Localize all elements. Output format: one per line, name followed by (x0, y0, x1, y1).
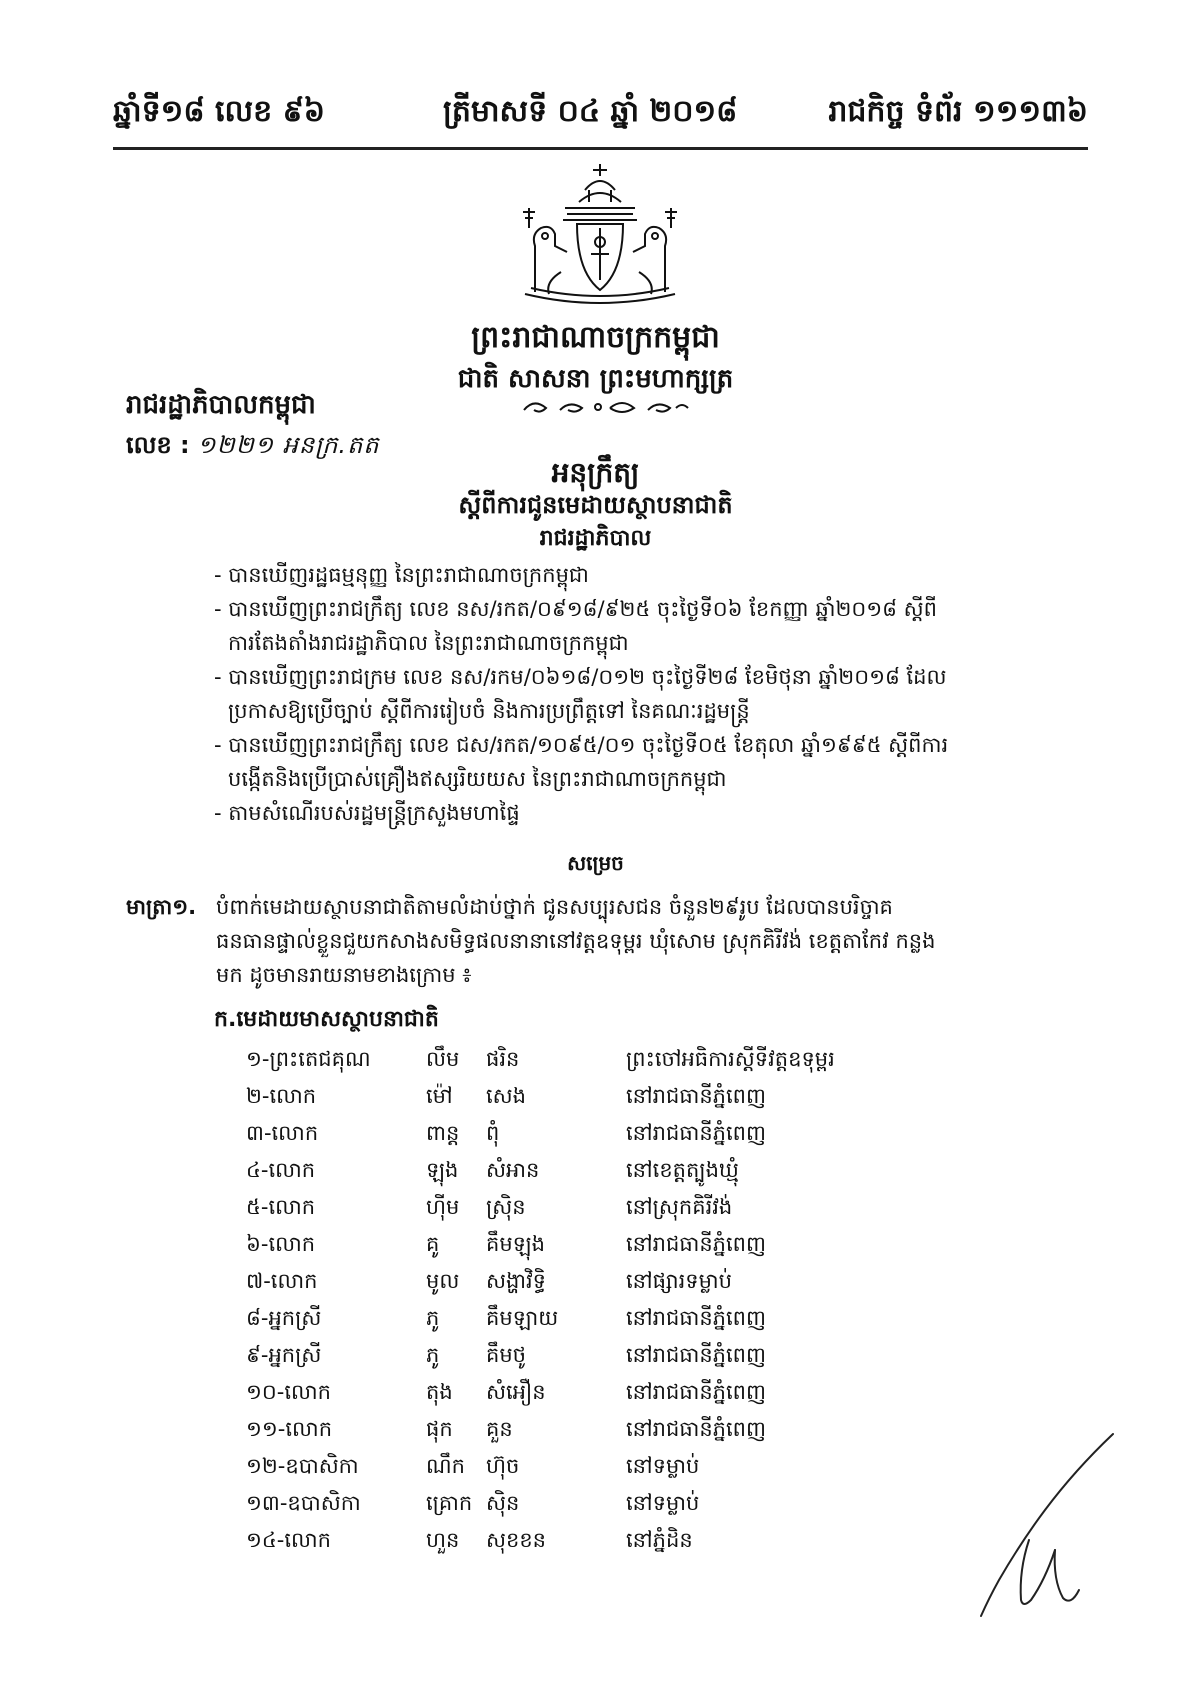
recipient-title: ៨-អ្នកស្រី (246, 1306, 322, 1330)
recipient-given-name: សង្ហាវិទ្ធិ (486, 1269, 546, 1293)
document-number-value: ១២២១ អនក្រ.តត (197, 431, 380, 459)
recipients-list (246, 1042, 866, 1560)
recipient-place: នៅទម្លាប់ (626, 1491, 700, 1515)
recipient-given-name: គឹមថូ (486, 1343, 526, 1367)
recipient-family-name: ភូ (426, 1343, 440, 1367)
recipient-row (246, 1079, 866, 1116)
reference-item: - បានឃើញព្រះរាជក្រឹត្យ លេខ ជស/រកត/១០៩៥/០១ ចុះថ្ងៃទី០៥ ខែតុលា ឆ្នាំ១៩៩៥ ស្តីពីការ (214, 733, 949, 757)
reference-item-continued: ការតែងតាំងរាជរដ្ឋាភិបាល នៃព្រះរាជាណាចក្រកម្ពុជា (228, 631, 629, 655)
references-list (214, 558, 1084, 830)
recipient-place: នៅរាជធានីភ្នំពេញ (626, 1084, 766, 1108)
recipient-family-name: ភូ (426, 1306, 440, 1330)
document-subject: ស្តីពីការជូនមេដាយស្ថាបនាជាតិ (458, 491, 733, 519)
recipient-row (246, 1301, 866, 1338)
recipient-family-name: ពាន្ត (426, 1121, 460, 1145)
recipient-title: ១-ព្រះតេជគុណ (246, 1047, 371, 1071)
recipient-place: នៅផ្សារទម្លាប់ (626, 1269, 732, 1293)
recipient-given-name: គឹមឡាយ (486, 1306, 559, 1330)
recipient-given-name: ផរិន (486, 1047, 520, 1071)
page-header (113, 92, 1088, 152)
document-title: អនុក្រឹត្យ (551, 456, 640, 489)
reference-item-continued: បង្កើតនិងប្រើប្រាស់គ្រឿងឥស្សរិយយស នៃព្រះរាជាណាចក្រកម្ពុជា (228, 767, 727, 791)
recipient-given-name: ពុំ (486, 1121, 500, 1145)
recipient-title: ១១-លោក (246, 1417, 333, 1441)
recipient-family-name: ឡុង (426, 1158, 459, 1182)
recipient-given-name: ស៊ិន (486, 1491, 520, 1515)
recipient-given-name: ហ៊ុច (486, 1454, 520, 1478)
kingdom-title: ព្រះរាជាណាចក្រកម្ពុជា (471, 320, 720, 355)
royal-emblem-icon (505, 162, 695, 312)
recipient-title: ២-លោក (246, 1084, 317, 1108)
recipient-row (246, 1264, 866, 1301)
recipient-row (246, 1412, 866, 1449)
header-rule (113, 147, 1088, 150)
decorative-ornament-icon (520, 396, 690, 418)
section-heading-gold-medal: ក.មេដាយមាសស្ថាបនាជាតិ (214, 1007, 439, 1032)
recipient-family-name: គូ (426, 1232, 440, 1256)
recipient-place: នៅរាជធានីភ្នំពេញ (626, 1232, 766, 1256)
reference-item: - បានឃើញរដ្ឋធម្មនុញ្ញ នៃព្រះរាជាណាចក្រកម្ពុជា (214, 563, 589, 587)
reference-item: - បានឃើញព្រះរាជក្រម លេខ នស/រកម/០៦១៨/០១២ ចុះថ្ងៃទី២៨ ខែមិថុនា ឆ្នាំ២០១៨ ដែល (214, 665, 947, 689)
national-motto: ជាតិ សាសនា ព្រះមហាក្សត្រ (457, 364, 734, 394)
article-label: មាត្រា១. (126, 895, 197, 919)
reference-item-continued: ប្រកាសឱ្យប្រើច្បាប់ ស្តីពីការរៀបចំ និងការប្រព្រឹត្តទៅ នៃគណៈរដ្ឋមន្ត្រី (228, 699, 750, 723)
recipient-given-name: សុខខន (486, 1528, 546, 1552)
document-issuer: រាជរដ្ឋាភិបាល (539, 526, 652, 551)
header-date: ត្រីមាសទី ០៤ ឆ្នាំ ២០១៨ (443, 94, 738, 129)
recipient-title: ៧-លោក (246, 1269, 318, 1293)
header-year-issue: ឆ្នាំទី១៨ លេខ ៩៦ (113, 94, 326, 129)
recipient-place: ព្រះចៅអធិការស្តីទីវត្តឧទុម្ពរ (626, 1047, 835, 1071)
decision-heading: សម្រេច (567, 851, 624, 875)
recipient-row (246, 1153, 866, 1190)
handwritten-signature (975, 1430, 1115, 1620)
recipient-family-name: ហួន (426, 1528, 460, 1552)
recipient-family-name: ម៉ៅ (426, 1084, 453, 1108)
recipient-given-name: គួន (486, 1417, 513, 1441)
recipient-family-name: គ្រោក (426, 1491, 473, 1515)
recipient-place: នៅរាជធានីភ្នំពេញ (626, 1380, 766, 1404)
article-body (216, 890, 1088, 992)
header-gazette-page: រាជកិច្ច ទំព័រ ១១១៣៦ (828, 94, 1088, 129)
recipient-place: នៅភ្នំដិន (626, 1528, 693, 1552)
recipient-given-name: គឹមឡុង (486, 1232, 545, 1256)
recipient-row (246, 1227, 866, 1264)
recipient-title: ៥-លោក (246, 1195, 316, 1219)
recipient-title: ១២-ឧបាសិកា (246, 1454, 359, 1478)
recipient-place: នៅខេត្តត្បូងឃ្មុំ (626, 1158, 739, 1182)
recipient-title: ៦-លោក (246, 1232, 316, 1256)
recipient-family-name: តុង (426, 1380, 453, 1404)
recipient-row (246, 1338, 866, 1375)
recipient-title: ១០-លោក (246, 1380, 331, 1404)
recipient-row (246, 1486, 866, 1523)
recipient-given-name: សេង (486, 1084, 526, 1108)
recipient-place: នៅរាជធានីភ្នំពេញ (626, 1417, 766, 1441)
article-line: មក ដូចមានរាយនាមខាងក្រោម ៖ (216, 963, 472, 987)
recipient-place: នៅរាជធានីភ្នំពេញ (626, 1306, 766, 1330)
recipient-row (246, 1449, 866, 1486)
recipient-title: ៤-លោក (246, 1158, 316, 1182)
recipient-given-name: ស្រ៊ិន (486, 1195, 526, 1219)
recipient-family-name: ហ៊ីម (426, 1195, 460, 1219)
recipient-title: ១៤-លោក (246, 1528, 331, 1552)
article-line: ធនធានផ្ទាល់ខ្លួនជួយកសាងសមិទ្ធផលនានានៅវត្តឧទុម្ពរ ឃុំសោម ស្រុកគិរីវង់ ខេត្តតាកែវ កន្លង (216, 929, 936, 953)
recipient-place: នៅរាជធានីភ្នំពេញ (626, 1343, 766, 1367)
recipient-family-name: មូល (426, 1269, 460, 1293)
recipient-family-name: ផុក (426, 1417, 453, 1441)
recipient-place: នៅទម្លាប់ (626, 1454, 700, 1478)
recipient-given-name: សំអាន (486, 1158, 540, 1182)
reference-item: - បានឃើញព្រះរាជក្រឹត្យ លេខ នស/រកត/០៩១៨/៩២៥ ចុះថ្ងៃទី០៦ ខែកញ្ញា ឆ្នាំ២០១៨ ស្តីពី (214, 597, 937, 621)
recipient-row (246, 1523, 866, 1560)
recipient-given-name: សំអឿន (486, 1380, 546, 1404)
recipient-title: ៩-អ្នកស្រី (246, 1343, 322, 1367)
reference-item: - តាមសំណើរបស់រដ្ឋមន្ត្រីក្រសួងមហាផ្ទៃ (214, 801, 520, 825)
issuing-government: រាជរដ្ឋាភិបាលកម្ពុជា (126, 390, 316, 420)
recipient-family-name: លឹម (426, 1047, 460, 1071)
document-number-label: លេខ : (126, 431, 190, 459)
article-line: បំពាក់មេដាយស្ថាបនាជាតិតាមលំដាប់ថ្នាក់ ជូនសប្បុរសជន ចំនួន២៩រូប ដែលបានបរិច្ចាគ (216, 895, 893, 919)
recipient-title: ៣-លោក (246, 1121, 319, 1145)
recipient-row (246, 1190, 866, 1227)
recipient-row (246, 1375, 866, 1412)
recipient-family-name: ណឹក (426, 1454, 465, 1478)
recipient-place: នៅរាជធានីភ្នំពេញ (626, 1121, 766, 1145)
recipient-row (246, 1116, 866, 1153)
recipient-title: ១៣-ឧបាសិកា (246, 1491, 361, 1515)
recipient-row (246, 1042, 866, 1079)
recipient-place: នៅស្រុកគិរីវង់ (626, 1195, 733, 1219)
